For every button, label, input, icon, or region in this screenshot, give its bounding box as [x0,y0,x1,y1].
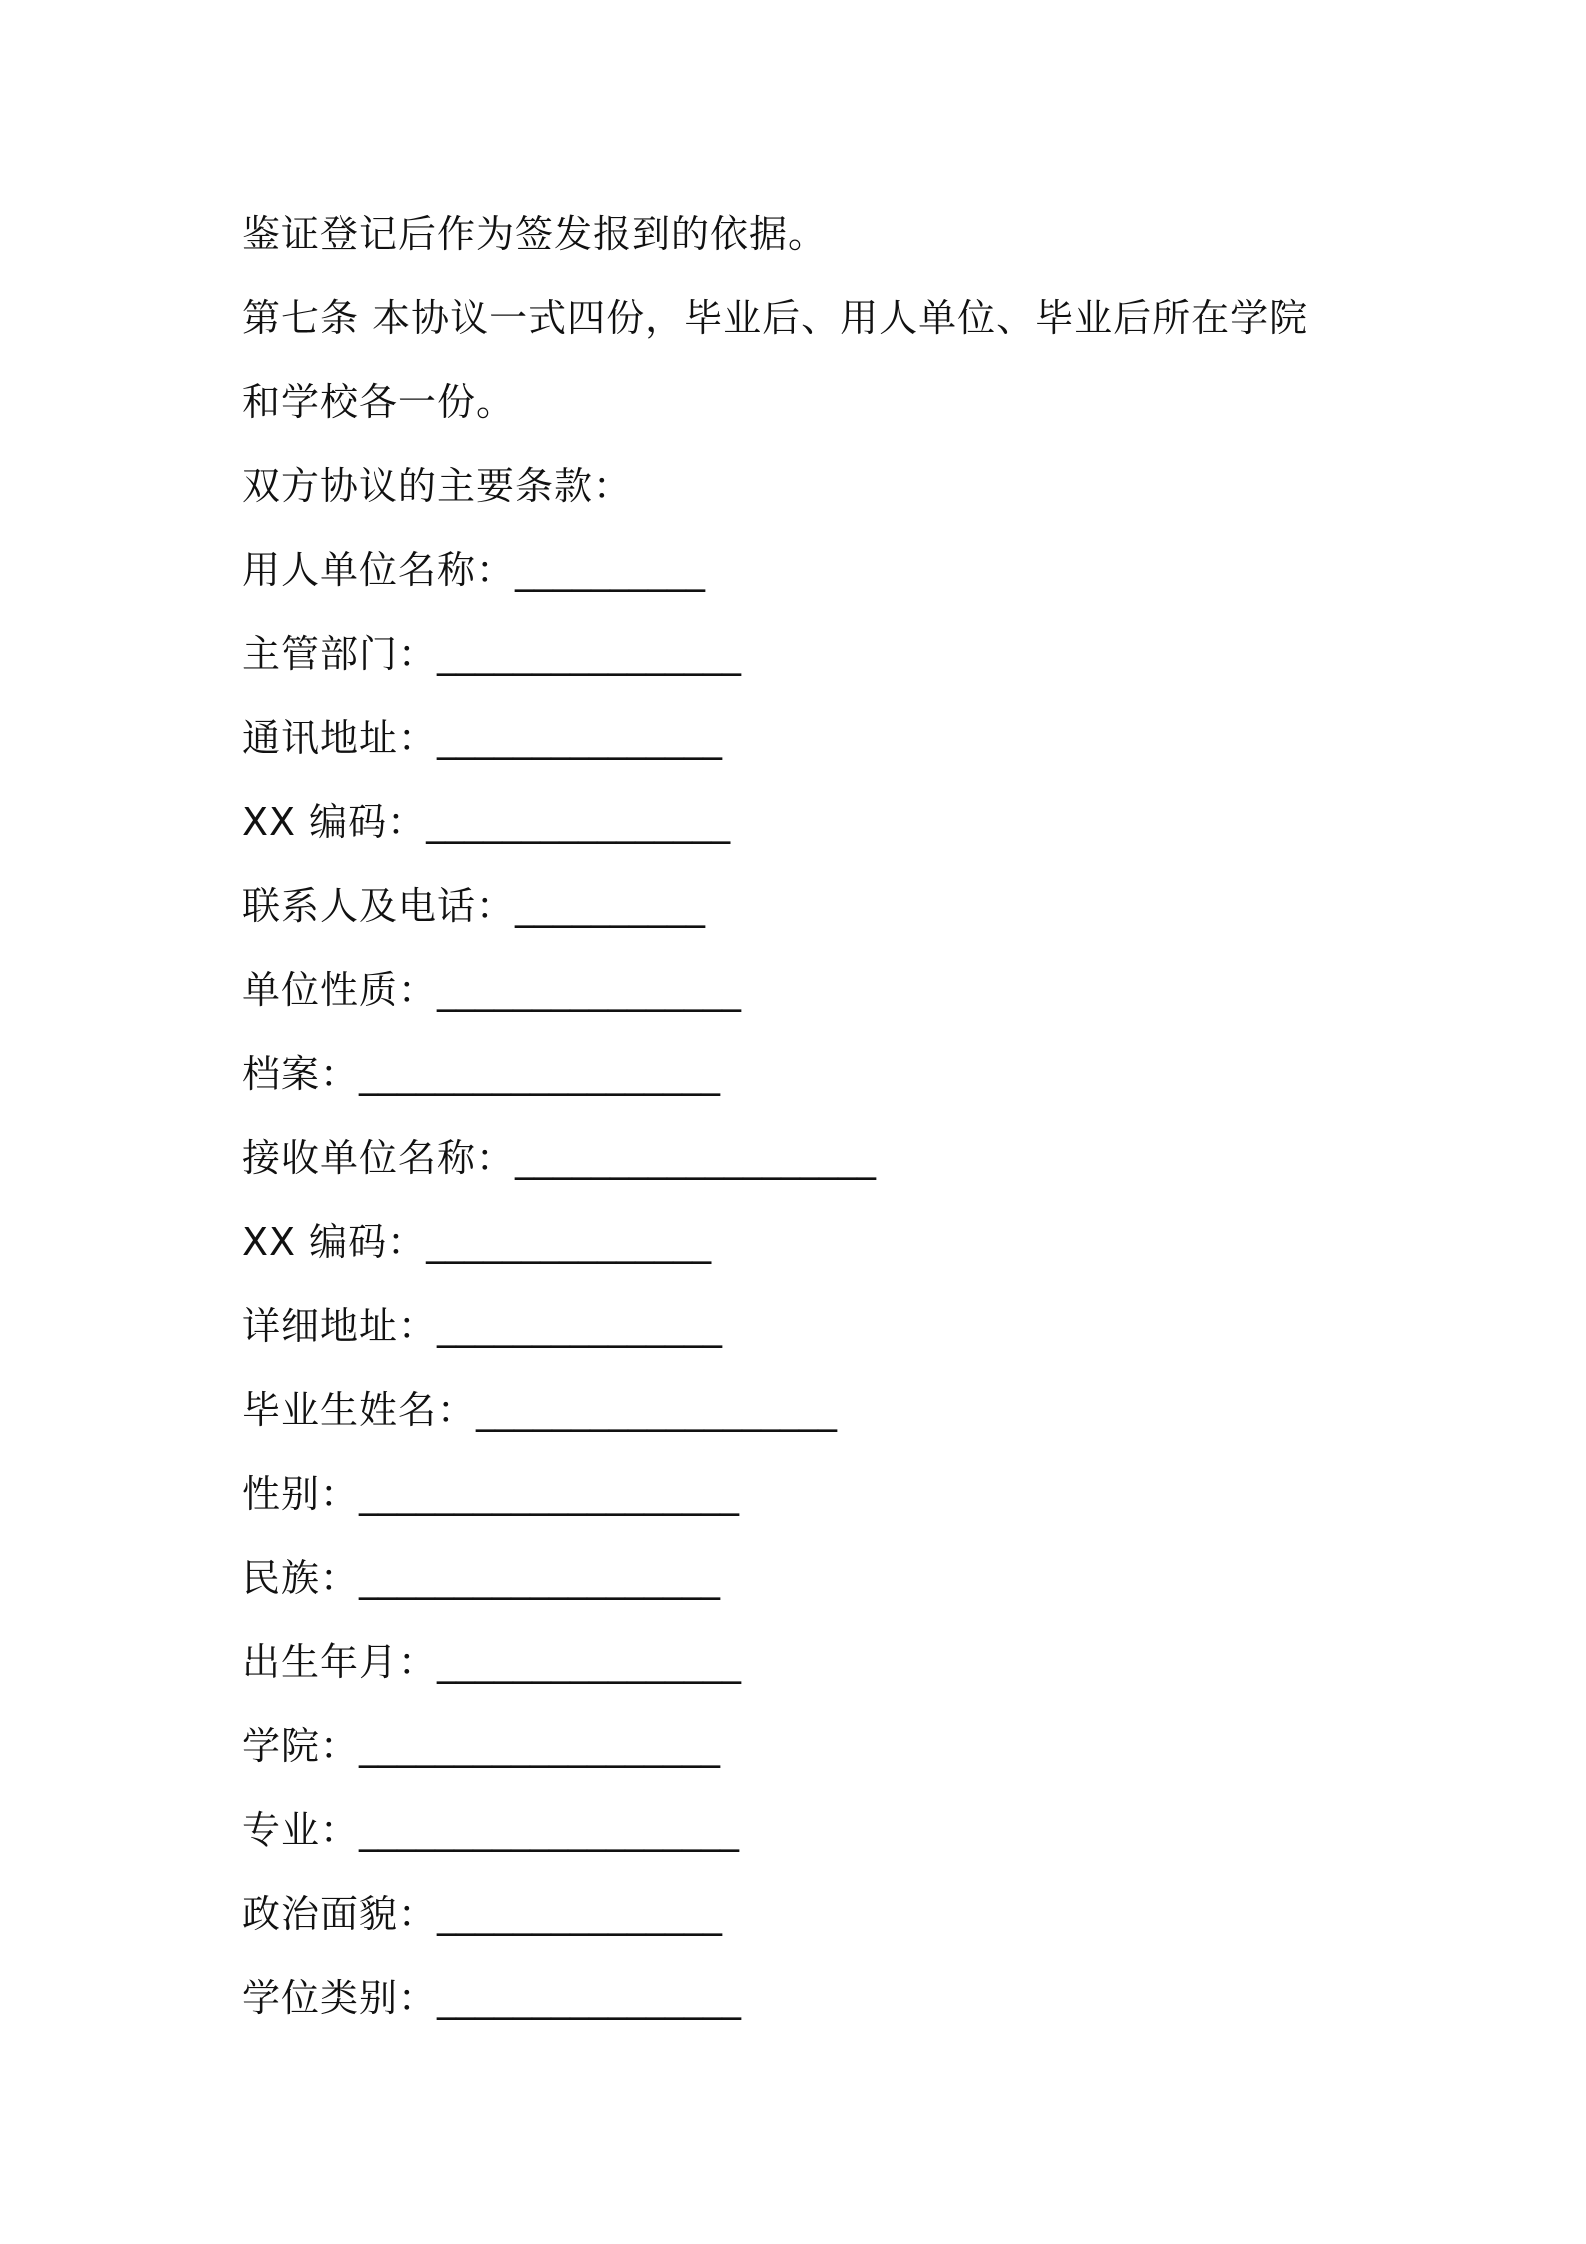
field-blank: __________ [515,884,706,928]
form-field [242,1200,1372,1284]
field-blank: ________________ [437,968,742,1012]
field-label: 民族： [242,1556,360,1600]
form-field [242,528,1372,612]
field-blank: ____________________ [359,1808,740,1852]
form-field [242,612,1372,696]
field-label: 通讯地址： [242,716,438,760]
form-field [242,780,1372,864]
field-blank: ________________ [437,1640,742,1684]
paragraph: 和学校各一份。 [242,380,516,424]
field-label: 专业： [242,1808,360,1852]
paragraph: 第七条 本协议一式四份，毕业后、用人单位、毕业后所在学院 [242,296,1309,340]
field-label: XX 编码： [242,1220,427,1264]
form-field [242,1452,1372,1536]
form-field [242,1116,1372,1200]
form-field [242,864,1372,948]
field-blank: __________ [515,548,706,592]
field-blank: ___________________ [359,1724,721,1768]
field-label: XX 编码： [242,800,427,844]
document-body [242,192,1372,2040]
field-label: 学院： [242,1724,360,1768]
field-label: 出生年月： [242,1640,438,1684]
field-label: 联系人及电话： [242,884,516,928]
form-field [242,1536,1372,1620]
field-blank: _______________ [426,1220,712,1264]
field-blank: ________________ [426,800,731,844]
field-blank: _______________ [437,1892,723,1936]
field-blank: ___________________ [476,1388,838,1432]
form-field [242,1368,1372,1452]
field-label: 接收单位名称： [242,1136,516,1180]
field-label: 单位性质： [242,968,438,1012]
field-blank: ___________________ [515,1136,877,1180]
form-field [242,1704,1372,1788]
form-field [242,1032,1372,1116]
form-field [242,1284,1372,1368]
field-blank: _______________ [437,716,723,760]
field-blank: ___________________ [359,1052,721,1096]
form-field [242,1620,1372,1704]
form-field [242,948,1372,1032]
form-field [242,696,1372,780]
field-label: 档案： [242,1052,360,1096]
field-label: 性别： [242,1472,360,1516]
field-blank: ___________________ [359,1556,721,1600]
field-label: 用人单位名称： [242,548,516,592]
field-label: 毕业生姓名： [242,1388,477,1432]
form-field [242,1956,1372,2040]
form-field [242,1788,1372,1872]
field-blank: _______________ [437,1304,723,1348]
section-heading: 双方协议的主要条款： [242,464,633,508]
field-label: 学位类别： [242,1976,438,2020]
field-blank: ____________________ [359,1472,740,1516]
field-blank: ________________ [437,1976,742,2020]
form-field [242,1872,1372,1956]
field-label: 政治面貌： [242,1892,438,1936]
field-label: 主管部门： [242,632,438,676]
paragraph: 鉴证登记后作为签发报到的依据。 [242,212,828,256]
field-label: 详细地址： [242,1304,438,1348]
field-blank: ________________ [437,632,742,676]
